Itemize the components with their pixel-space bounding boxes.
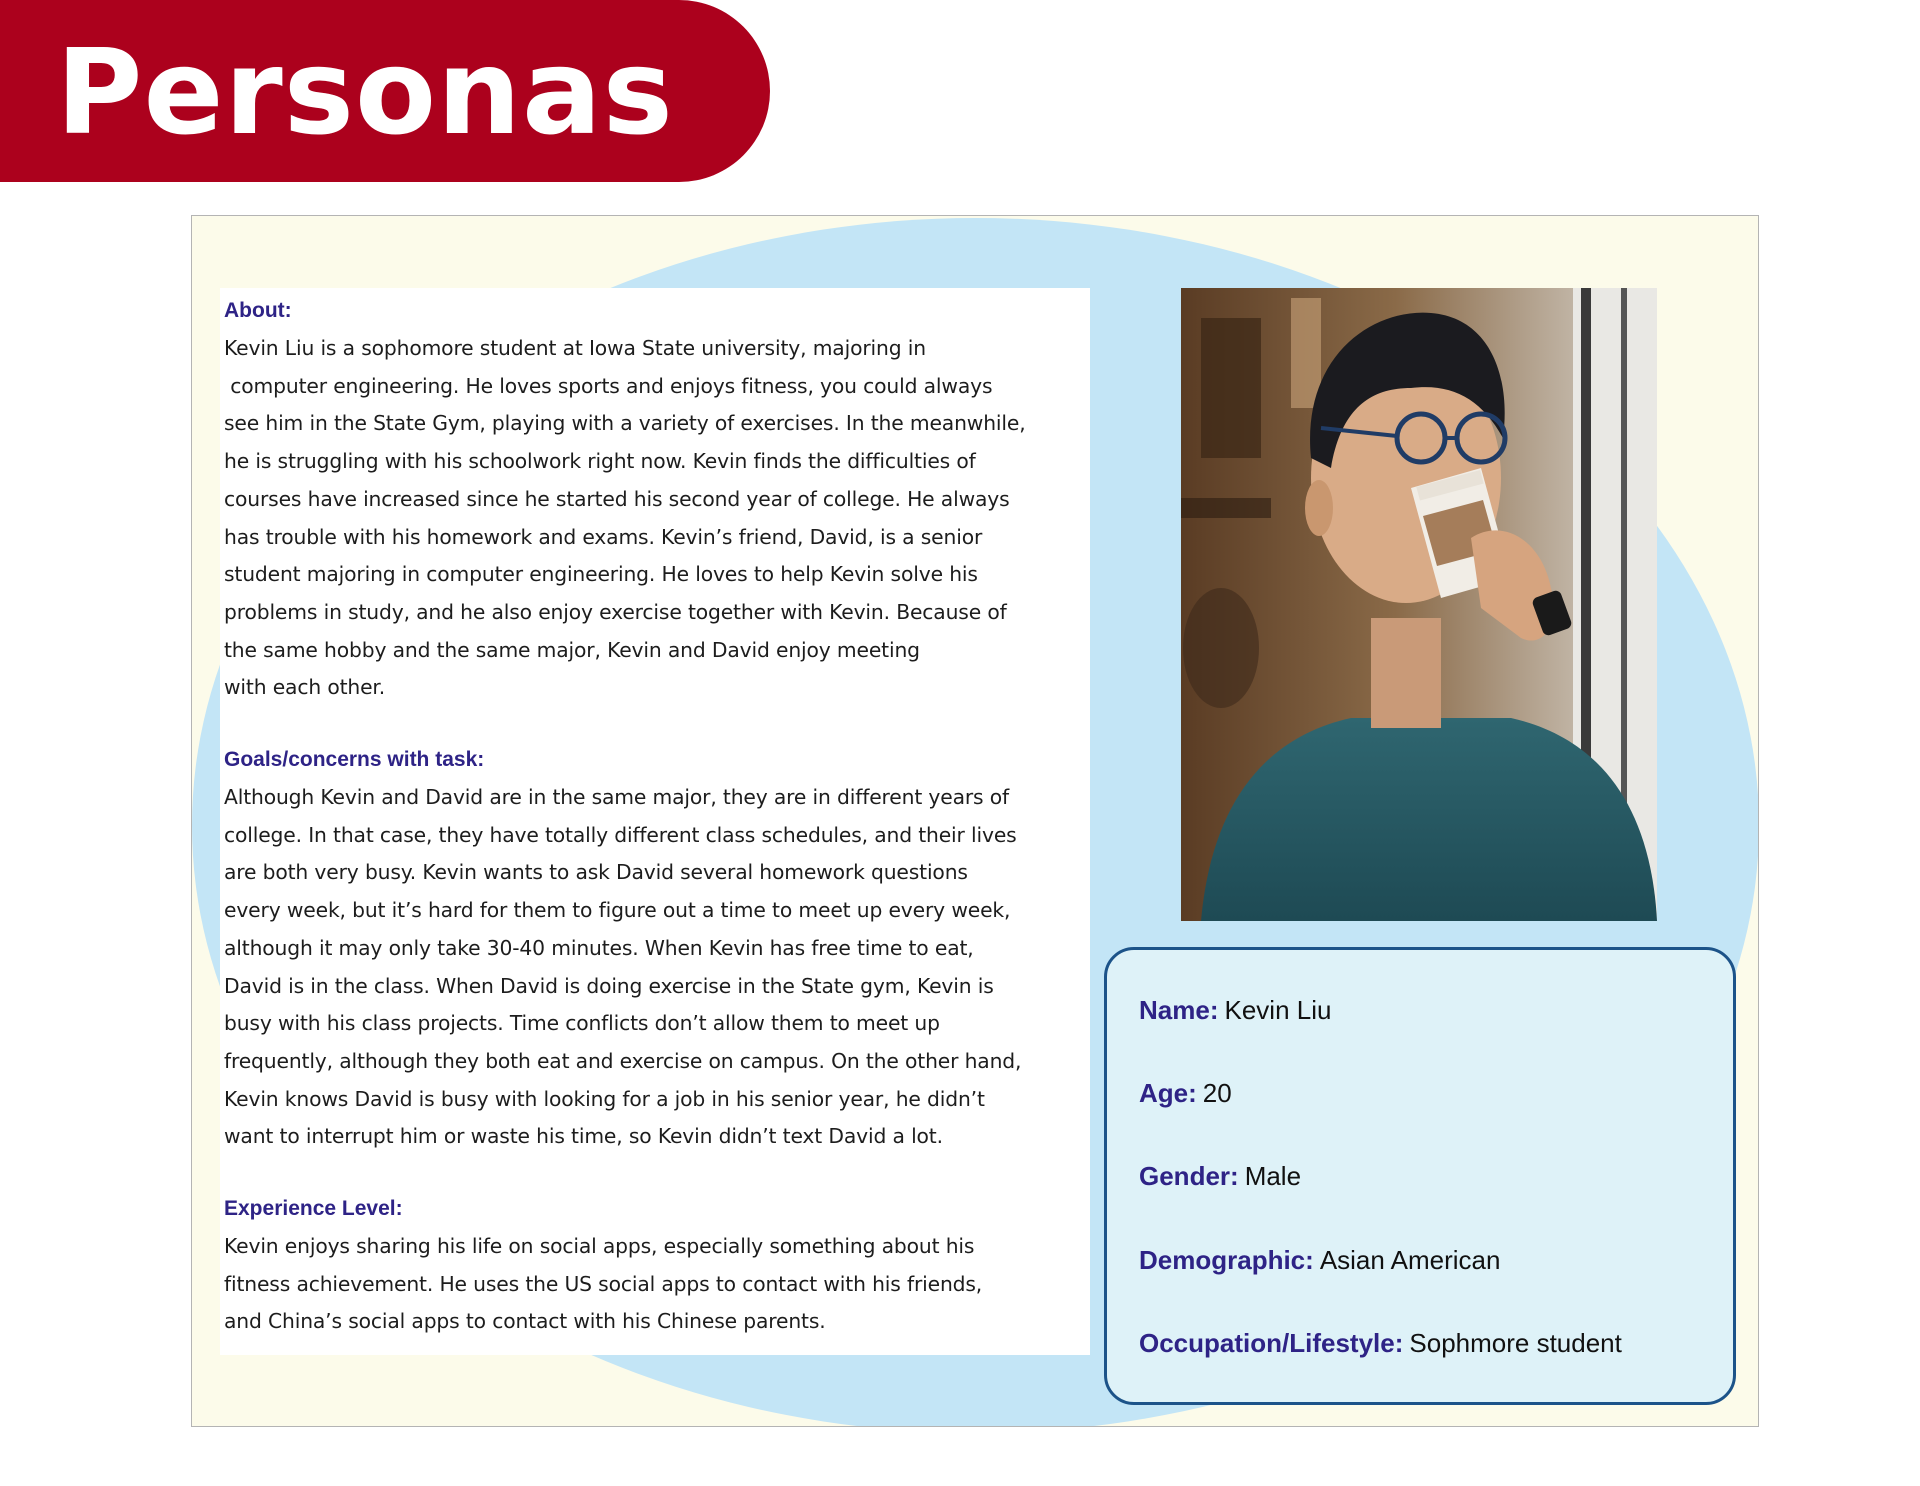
text-line: want to interrupt him or waste his time, so Kevin didn’t text David a lot. — [224, 1124, 943, 1149]
persona-text-panel — [220, 288, 1090, 1355]
profile-occupation — [1139, 1327, 1622, 1359]
profile-age — [1139, 1077, 1232, 1109]
profile-demographic — [1139, 1244, 1500, 1276]
text-line: frequently, although they both eat and exercise on campus. On the other hand, — [224, 1048, 1022, 1073]
experience-body — [224, 1228, 1086, 1341]
goals-body — [224, 779, 1086, 1156]
profile-label: Demographic: — [1139, 1245, 1314, 1275]
text-line: Kevin Liu is a sophomore student at Iowa State university, majoring in — [224, 336, 926, 360]
profile-value: 20 — [1202, 1078, 1232, 1108]
profile-value: Sophmore student — [1409, 1328, 1622, 1358]
text-line: Kevin knows David is busy with looking for a job in his senior year, he didn’t — [224, 1086, 985, 1111]
profile-label: Age: — [1139, 1078, 1197, 1108]
text-line: are both very busy. Kevin wants to ask David several homework questions — [224, 860, 968, 885]
profile-label: Gender: — [1139, 1161, 1239, 1191]
text-line: Kevin enjoys sharing his life on social apps, especially something about his — [224, 1234, 975, 1259]
profile-value: Asian American — [1319, 1245, 1501, 1275]
text-line: student majoring in computer engineering. He loves to help Kevin solve his — [224, 562, 978, 587]
profile-name — [1139, 994, 1331, 1026]
about-body — [224, 330, 1086, 707]
experience-section — [224, 1194, 1086, 1341]
text-line: fitness achievement. He uses the US social apps to contact with his friends, — [224, 1271, 983, 1296]
man-drinking-coffee-photo — [1181, 288, 1657, 921]
about-section — [224, 296, 1086, 707]
section-heading: Experience Level: — [224, 1197, 403, 1221]
text-line: courses have increased since he started his second year of college. He always — [224, 486, 1010, 511]
text-line: college. In that case, they have totally different class schedules, and their lives — [224, 822, 1017, 847]
persona-card — [191, 215, 1759, 1427]
text-line: busy with his class projects. Time conflicts don’t allow them to meet up — [224, 1011, 940, 1036]
profile-value: Kevin Liu — [1224, 995, 1332, 1025]
text-line: every week, but it’s hard for them to figure out a time to meet up every week, — [224, 898, 1011, 923]
profile-label: Name: — [1139, 995, 1219, 1025]
text-line: computer engineering. He loves sports and enjoys fitness, you could always — [224, 373, 993, 398]
title-banner — [0, 0, 770, 182]
text-line: he is struggling with his schoolwork right now. Kevin finds the difficulties of — [224, 449, 976, 474]
text-line: has trouble with his homework and exams. Kevin’s friend, David, is a senior — [224, 524, 983, 549]
text-line: see him in the State Gym, playing with a variety of exercises. In the meanwhile, — [224, 411, 1026, 436]
text-line: although it may only take 30-40 minutes. When Kevin has free time to eat, — [224, 935, 974, 960]
text-line: with each other. — [224, 675, 386, 700]
goals-section — [224, 745, 1086, 1156]
section-heading: Goals/concerns with task: — [224, 748, 485, 772]
text-line: problems in study, and he also enjoy exercise together with Kevin. Because of — [224, 599, 1007, 624]
profile-gender — [1139, 1160, 1301, 1192]
profile-label: Occupation/Lifestyle: — [1139, 1328, 1404, 1358]
page-title: Personas — [56, 23, 674, 161]
text-line: Although Kevin and David are in the same major, they are in different years of — [224, 785, 1010, 810]
profile-value: Male — [1244, 1161, 1302, 1191]
text-line: and China’s social apps to contact with his Chinese parents. — [224, 1309, 826, 1334]
text-line: the same hobby and the same major, Kevin and David enjoy meeting — [224, 637, 920, 662]
profile-info-box — [1104, 947, 1736, 1405]
text-line: David is in the class. When David is doing exercise in the State gym, Kevin is — [224, 973, 994, 998]
section-heading: About: — [224, 299, 292, 322]
